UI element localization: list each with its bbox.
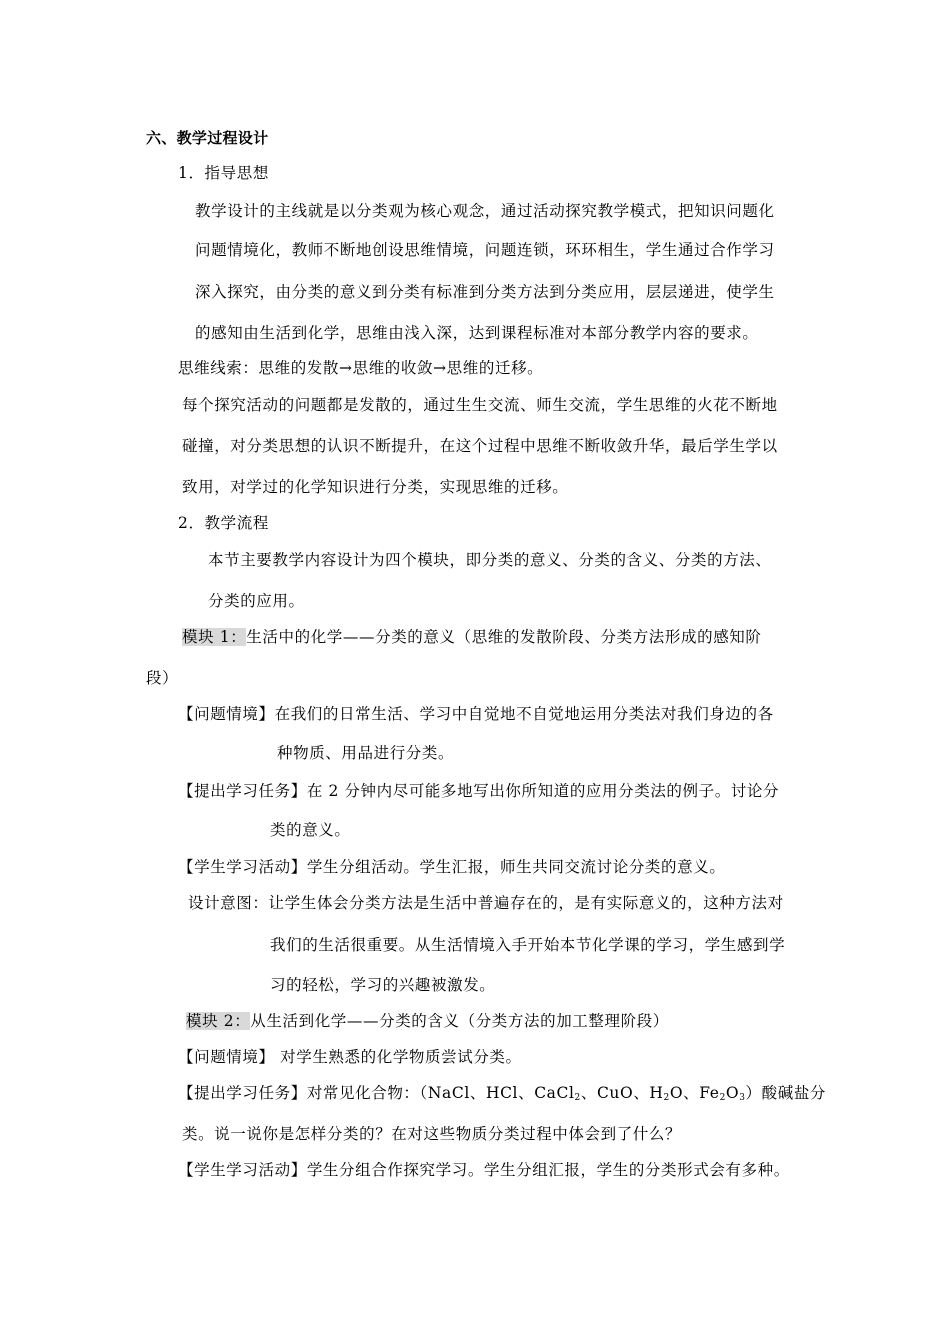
tag: 【问题情境】 (178, 705, 275, 723)
module-1-heading (182, 627, 762, 647)
m1-intent-cont: 习的轻松，学习的兴趣被激发。 (270, 976, 496, 994)
paragraph-line: 教学设计的主线就是以分类观为核心观念，通过活动探究教学模式，把知识问题化 (195, 202, 775, 220)
paragraph-line: 本节主要教学内容设计为四个模块，即分类的意义、分类的含义、分类的方法、 (208, 551, 772, 569)
m2-learning-task: 【提出学习任务】对常见化合物：（NaCl、HCl、CaCl$_2$、CuO、$H_2O$、$Fe_2O_3$）酸碱盐分 (178, 1084, 827, 1103)
subsection-teaching-flow: 2．教学流程 (178, 514, 269, 532)
module-2-heading (186, 1011, 669, 1031)
tag: 【学生学习活动】 (178, 1161, 307, 1179)
m2-task-cont: 类。说一说你是怎样分类的？在对这些物质分类过程中体会到了什么？ (182, 1125, 682, 1143)
paragraph-line: 的感知由生活到化学，思维由浅入深，达到课程标准对本部分教学内容的要求。 (195, 324, 759, 342)
tag: 设计意图： (188, 894, 269, 912)
tag: 【问题情境】 (178, 1048, 275, 1066)
paragraph-line: 分类的应用。 (208, 592, 305, 610)
paragraph-line: 深入探究，由分类的意义到分类有标准到分类方法到分类应用，层层递进，使学生 (195, 283, 775, 301)
module-1-heading-cont: 段） (146, 669, 179, 687)
paragraph-line: 致用，对学过的化学知识进行分类，实现思维的迁移。 (182, 478, 569, 496)
subsection-guiding-ideas: 1．指导思想 (178, 164, 269, 182)
module-2-label: 模块 2： (186, 1012, 251, 1030)
tag: 【学生学习活动】 (178, 858, 307, 876)
tag: 【提出学习任务】 (178, 782, 307, 800)
paragraph-line: 碰撞，对分类思想的认识不断提升，在这个过程中思维不断收敛升华，最后学生学以 (182, 437, 778, 455)
m1-problem-cont: 种物质、用品进行分类。 (277, 744, 455, 762)
paragraph-line: 每个探究活动的问题都是发散的，通过生生交流、师生交流，学生思维的火花不断地 (182, 396, 778, 414)
paragraph-line: 问题情境化，教师不断地创设思维情境，问题连锁，环环相生，学生通过合作学习 (195, 241, 775, 259)
thinking-thread: 思维线索：思维的发散→思维的收敛→思维的迁移。 (178, 359, 544, 377)
m1-problem-situation: 【问题情境】在我们的日常生活、学习中自觉地不自觉地运用分类法对我们身边的各 (178, 705, 774, 723)
m2-problem-situation: 【问题情境】 对学生熟悉的化学物质尝试分类。 (178, 1048, 522, 1066)
m1-design-intent: 设计意图：让学生体会分类方法是生活中普遍存在的，是有实际意义的，这种方法对 (188, 894, 784, 912)
section-title: 六、教学过程设计 (146, 129, 269, 147)
m1-intent-cont: 我们的生活很重要。从生活情境入手开始本节化学课的学习，学生感到学 (270, 936, 786, 954)
module-1-label: 模块 1： (182, 628, 247, 646)
m2-student-activity: 【学生学习活动】学生分组合作探究学习。学生分组汇报，学生的分类形式会有多种。 (178, 1161, 790, 1179)
tag: 【提出学习任务】 (178, 1084, 307, 1102)
m1-learning-task: 【提出学习任务】在 2 分钟内尽可能多地写出你所知道的应用分类法的例子。讨论分 (178, 782, 780, 800)
m1-student-activity: 【学生学习活动】学生分组活动。学生汇报，师生共同交流讨论分类的意义。 (178, 858, 726, 876)
m1-task-cont: 类的意义。 (270, 821, 351, 839)
module-1-text: 生活中的化学——分类的意义（思维的发散阶段、分类方法形成的感知阶 (246, 628, 762, 646)
module-2-text: 从生活到化学——分类的含义（分类方法的加工整理阶段） (250, 1012, 669, 1030)
